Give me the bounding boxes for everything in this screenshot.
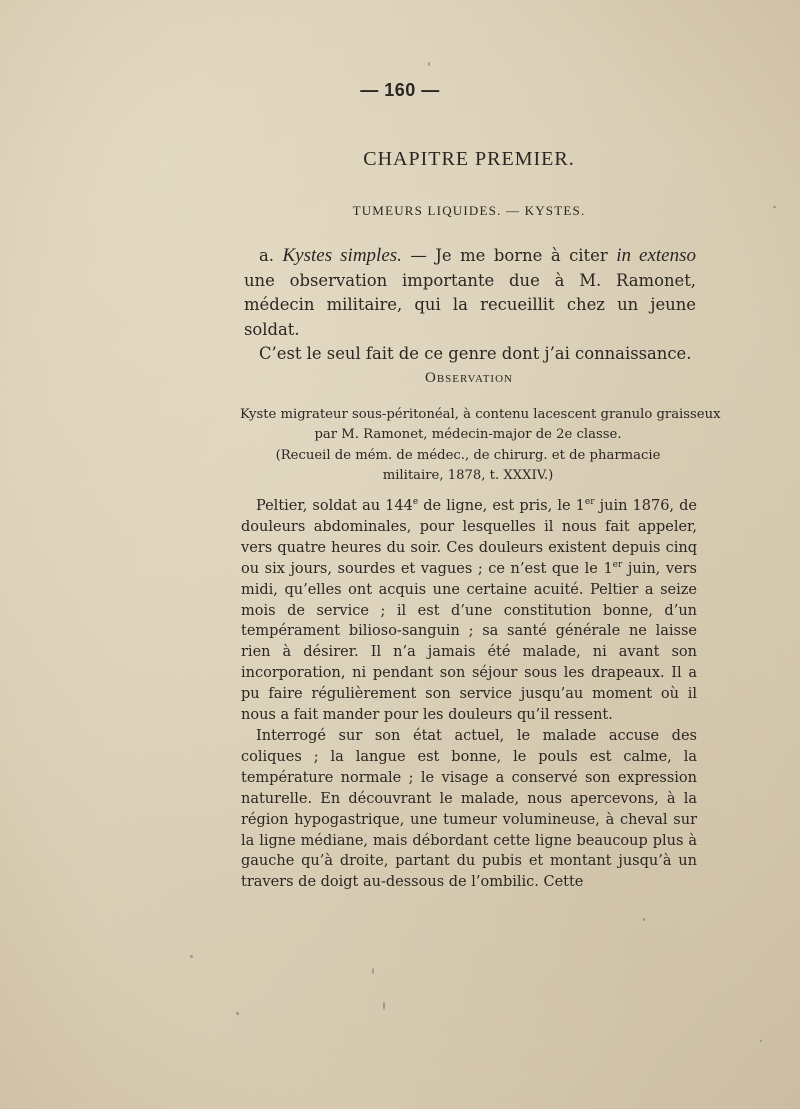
intro-italic-title: Kystes simples. (282, 245, 402, 266)
paper-speck (773, 206, 776, 208)
paper-speck (383, 1002, 385, 1010)
intro-paragraph-1 (244, 244, 696, 342)
body-paragraph-1 (241, 496, 697, 726)
section-title: TUMEURS LIQUIDES. — KYSTES. (352, 203, 586, 218)
superscript: er (612, 559, 623, 570)
observation-body (241, 496, 697, 893)
superscript: er (584, 497, 595, 508)
paper-speck (643, 918, 645, 921)
intro-middle: — Je me borne à citer (401, 246, 617, 265)
body-text-segment: juin, vers midi, qu’elles ont acquis une certaine acuité. Peltier a seize mois de service ; il est d’une constitution bonne, d’un tempérament bilioso-sanguin ; sa santé générale ne laisse rien à désirer. Il n’a jamais été malade, ni avant son incorporation, ni pendant son séjour sous les drapeaux. Il a pu faire régulièrement son service jusqu’au moment où il nous a fait mander pour les douleurs qu’il ressent. (241, 560, 697, 724)
observation-caption (240, 405, 721, 487)
caption-line: militaire, 1878, t. XXXIV.) (382, 468, 554, 484)
paper-speck (190, 955, 193, 958)
intro-italic-phrase: in extenso (616, 245, 696, 266)
intro-text (244, 244, 696, 367)
body-text-segment: Peltier, soldat au 144 (256, 498, 413, 514)
caption-line: par M. Ramonet, médecin-major de 2e classe. (314, 427, 622, 443)
paper-speck (760, 1040, 762, 1042)
caption-line: Kyste migrateur sous-péritonéal, à contenu lacescent granulo graisseux (240, 407, 721, 422)
paper-speck (236, 1012, 239, 1015)
body-text-segment: de ligne, est pris, le 1 (418, 498, 585, 514)
paper-speck (372, 968, 374, 974)
body-paragraph-2: Interrogé sur son état actuel, le malade accuse des coliques ; la langue est bonne, le pouls est calme, la température normale ; le visage a conservé son expression naturelle. En découvrant le malade, nous apercevons, à la région hypogastrique, une tumeur volumineuse, à cheval sur la ligne médiane, mais débordant cette ligne beaucoup plus à gauche qu’à droite, partant du pubis et montant jusqu’à un travers de doigt au-dessous de l’ombilic. Cette (241, 727, 697, 891)
observation-heading: Observation (425, 370, 513, 386)
page-number: — 160 — (360, 80, 440, 100)
superscript: e (412, 497, 419, 508)
intro-prefix: a. (259, 246, 283, 265)
intro-rest: une observation importante due à M. Ramonet, médecin militaire, qui la recueillit chez un jeune soldat. (244, 270, 696, 339)
intro-paragraph-2: C’est le seul fait de ce genre dont j’ai connaissance. (259, 344, 692, 364)
body-text-segment: juin 1876, de douleurs abdominales, pour lesquelles il nous fait appeler, vers quatre heures du soir. Ces douleurs existent depuis cinq ou six jours, sourdes et vagues ; ce n’est que le 1 (241, 498, 697, 577)
caption-line: (Recueil de mém. de médec., de chirurg. et de pharmacie (275, 447, 661, 463)
paper-speck (428, 62, 430, 66)
chapter-title: CHAPITRE PREMIER. (363, 148, 575, 170)
